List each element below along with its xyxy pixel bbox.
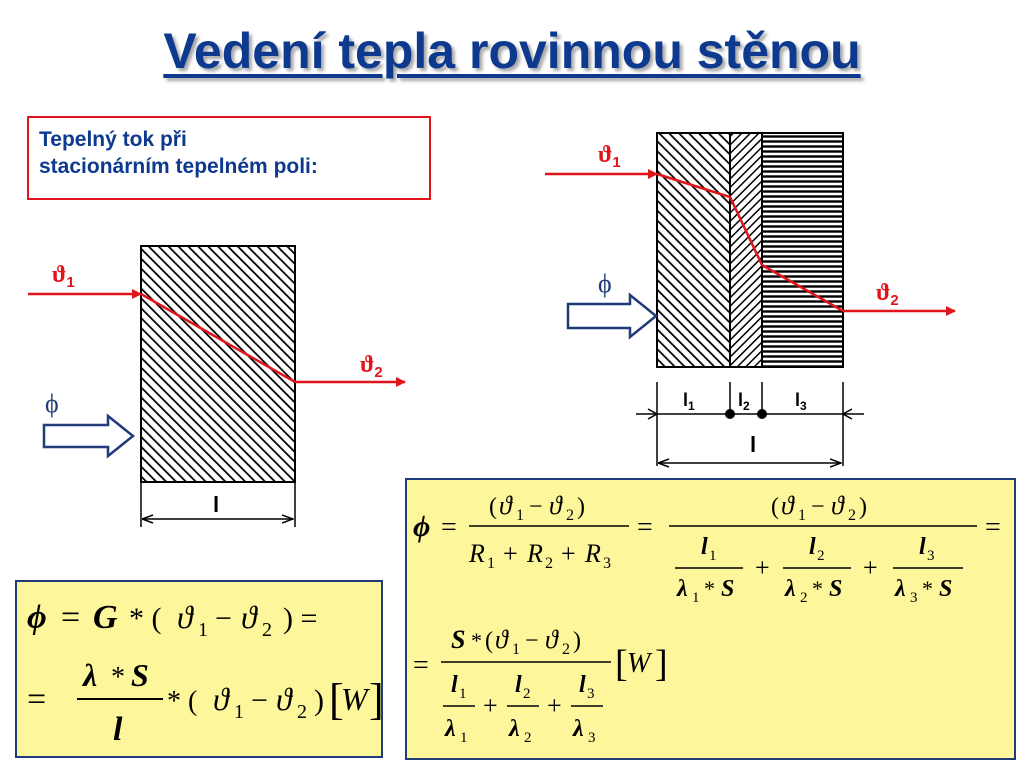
right-wall-diagram bbox=[545, 133, 955, 466]
svg-text:1: 1 bbox=[198, 619, 208, 641]
svg-text:(: ( bbox=[485, 628, 493, 654]
svg-text:*: * bbox=[704, 576, 715, 601]
svg-text:+: + bbox=[561, 539, 576, 568]
note-line-1: Tepelný tok při bbox=[39, 128, 187, 151]
svg-text:S: S bbox=[451, 625, 466, 654]
svg-text:λ: λ bbox=[573, 716, 584, 742]
svg-text:λ: λ bbox=[677, 576, 688, 602]
svg-text:W: W bbox=[341, 681, 368, 717]
svg-text:1: 1 bbox=[798, 507, 806, 524]
svg-text:*: * bbox=[471, 628, 482, 653]
svg-text:): ) bbox=[573, 628, 581, 654]
svg-text:[: [ bbox=[329, 675, 344, 724]
svg-text:[: [ bbox=[615, 643, 628, 685]
svg-text:G: G bbox=[93, 599, 118, 636]
svg-text:λ: λ bbox=[785, 576, 796, 602]
svg-text:ϑ: ϑ bbox=[495, 625, 508, 654]
note-line-2: stacionárním tepelném poli: bbox=[39, 155, 318, 178]
svg-text:+: + bbox=[503, 539, 518, 568]
svg-text:): ) bbox=[314, 684, 324, 717]
svg-text:1: 1 bbox=[512, 641, 520, 658]
svg-text:1: 1 bbox=[692, 590, 700, 606]
flux-arrow bbox=[44, 416, 133, 456]
svg-text:ϑ: ϑ bbox=[213, 681, 229, 717]
theta2-label-right: $ϑ_2$ bbox=[876, 280, 899, 309]
svg-text:2: 2 bbox=[566, 507, 574, 524]
svg-text:* (: * ( bbox=[167, 686, 198, 717]
svg-text:l: l bbox=[809, 534, 816, 560]
svg-text:2: 2 bbox=[262, 619, 272, 641]
svg-text:−: − bbox=[215, 602, 232, 635]
svg-text:ϑ: ϑ bbox=[545, 625, 558, 654]
svg-text:2: 2 bbox=[562, 641, 570, 658]
svg-text:=: = bbox=[27, 681, 47, 718]
svg-text:*: * bbox=[812, 576, 823, 601]
svg-text:1: 1 bbox=[516, 507, 524, 524]
svg-text:ϑ: ϑ bbox=[831, 491, 844, 520]
svg-text:2: 2 bbox=[524, 730, 532, 746]
svg-text:l: l bbox=[113, 711, 123, 748]
svg-text:ϑ: ϑ bbox=[549, 491, 562, 520]
theta1-label: $ϑ_1$ bbox=[52, 262, 75, 291]
theta2-label: $ϑ_2$ bbox=[360, 352, 383, 381]
phi-label-right: ϕ bbox=[598, 269, 612, 298]
svg-text:−: − bbox=[525, 628, 539, 654]
svg-text:l: l bbox=[919, 534, 926, 560]
svg-text:=: = bbox=[637, 512, 653, 543]
svg-text:2: 2 bbox=[545, 555, 553, 572]
svg-text:+: + bbox=[483, 691, 498, 720]
svg-text:λ: λ bbox=[895, 576, 906, 602]
svg-text:): ) bbox=[859, 494, 867, 520]
l2-label: $l_2$ bbox=[738, 390, 750, 413]
svg-text:ϑ: ϑ bbox=[781, 491, 794, 520]
svg-text:3: 3 bbox=[910, 590, 918, 606]
svg-text:ϑ: ϑ bbox=[499, 491, 512, 520]
svg-text:−: − bbox=[529, 494, 543, 520]
svg-text:λ: λ bbox=[83, 657, 98, 693]
svg-text:+: + bbox=[863, 553, 878, 582]
svg-text:R: R bbox=[585, 539, 601, 568]
svg-text:+: + bbox=[547, 691, 562, 720]
svg-text:ϑ: ϑ bbox=[177, 599, 193, 635]
svg-text:1: 1 bbox=[709, 548, 717, 564]
svg-text:3: 3 bbox=[927, 548, 935, 564]
svg-text:ϕ: ϕ bbox=[413, 510, 431, 543]
svg-text:]: ] bbox=[655, 643, 668, 685]
svg-text:R: R bbox=[469, 539, 485, 568]
l3-label: $l_3$ bbox=[795, 390, 807, 413]
svg-text:ϑ: ϑ bbox=[241, 599, 257, 635]
total-label: l bbox=[750, 432, 757, 457]
svg-text:S: S bbox=[131, 657, 149, 693]
theta1-label-right: $ϑ_1$ bbox=[598, 142, 621, 171]
svg-text:(: ( bbox=[489, 494, 497, 520]
formula-left bbox=[17, 582, 384, 756]
svg-text:1: 1 bbox=[234, 701, 244, 723]
left-wall bbox=[141, 246, 295, 482]
svg-text:ϑ: ϑ bbox=[276, 681, 292, 717]
svg-text:): ) bbox=[577, 494, 585, 520]
svg-text:=: = bbox=[61, 599, 81, 636]
svg-text:−: − bbox=[251, 684, 268, 717]
formula-box-left bbox=[15, 580, 383, 758]
svg-text:1: 1 bbox=[459, 686, 467, 702]
svg-text:* (: * ( bbox=[129, 602, 162, 635]
flux-arrow-right bbox=[568, 295, 656, 337]
svg-text:3: 3 bbox=[603, 555, 611, 572]
svg-text:2: 2 bbox=[848, 507, 856, 524]
svg-text:2: 2 bbox=[817, 548, 825, 564]
svg-text:l: l bbox=[701, 534, 708, 560]
svg-text:λ: λ bbox=[509, 716, 520, 742]
layer-2 bbox=[730, 133, 762, 367]
svg-text:−: − bbox=[811, 494, 825, 520]
svg-text:) =: ) = bbox=[283, 602, 318, 635]
left-wall-diagram bbox=[28, 246, 405, 527]
svg-text:S: S bbox=[829, 576, 843, 602]
layer-3 bbox=[762, 133, 843, 367]
svg-text:+: + bbox=[755, 553, 770, 582]
l1-label: $l_1$ bbox=[683, 390, 695, 413]
svg-text:=: = bbox=[441, 512, 457, 543]
svg-text:R: R bbox=[527, 539, 543, 568]
svg-text:3: 3 bbox=[587, 686, 595, 702]
svg-text:l: l bbox=[579, 672, 586, 698]
svg-text:1: 1 bbox=[487, 555, 495, 572]
svg-text:*: * bbox=[922, 576, 933, 601]
svg-text:W: W bbox=[627, 648, 651, 679]
svg-text:(: ( bbox=[771, 494, 779, 520]
svg-text:l: l bbox=[451, 672, 458, 698]
svg-text:2: 2 bbox=[800, 590, 808, 606]
svg-text:2: 2 bbox=[297, 701, 307, 723]
svg-text:]: ] bbox=[369, 675, 384, 724]
formula-right bbox=[407, 480, 1014, 758]
svg-text:λ: λ bbox=[445, 716, 456, 742]
svg-text:3: 3 bbox=[588, 730, 596, 746]
svg-text:l: l bbox=[515, 672, 522, 698]
page-title: Vedení tepla rovinnou stěnou bbox=[163, 23, 861, 79]
phi-label: ϕ bbox=[45, 389, 59, 418]
layer-1 bbox=[657, 133, 730, 367]
svg-text:S: S bbox=[721, 576, 735, 602]
phi-symbol: ϕ bbox=[27, 599, 47, 636]
thickness-label: l bbox=[213, 492, 220, 517]
svg-text:2: 2 bbox=[523, 686, 531, 702]
svg-text:=: = bbox=[985, 512, 1001, 543]
svg-text:1: 1 bbox=[460, 730, 468, 746]
svg-text:*: * bbox=[111, 662, 125, 693]
svg-text:=: = bbox=[413, 650, 429, 681]
svg-text:S: S bbox=[939, 576, 953, 602]
formula-box-right bbox=[405, 478, 1016, 760]
